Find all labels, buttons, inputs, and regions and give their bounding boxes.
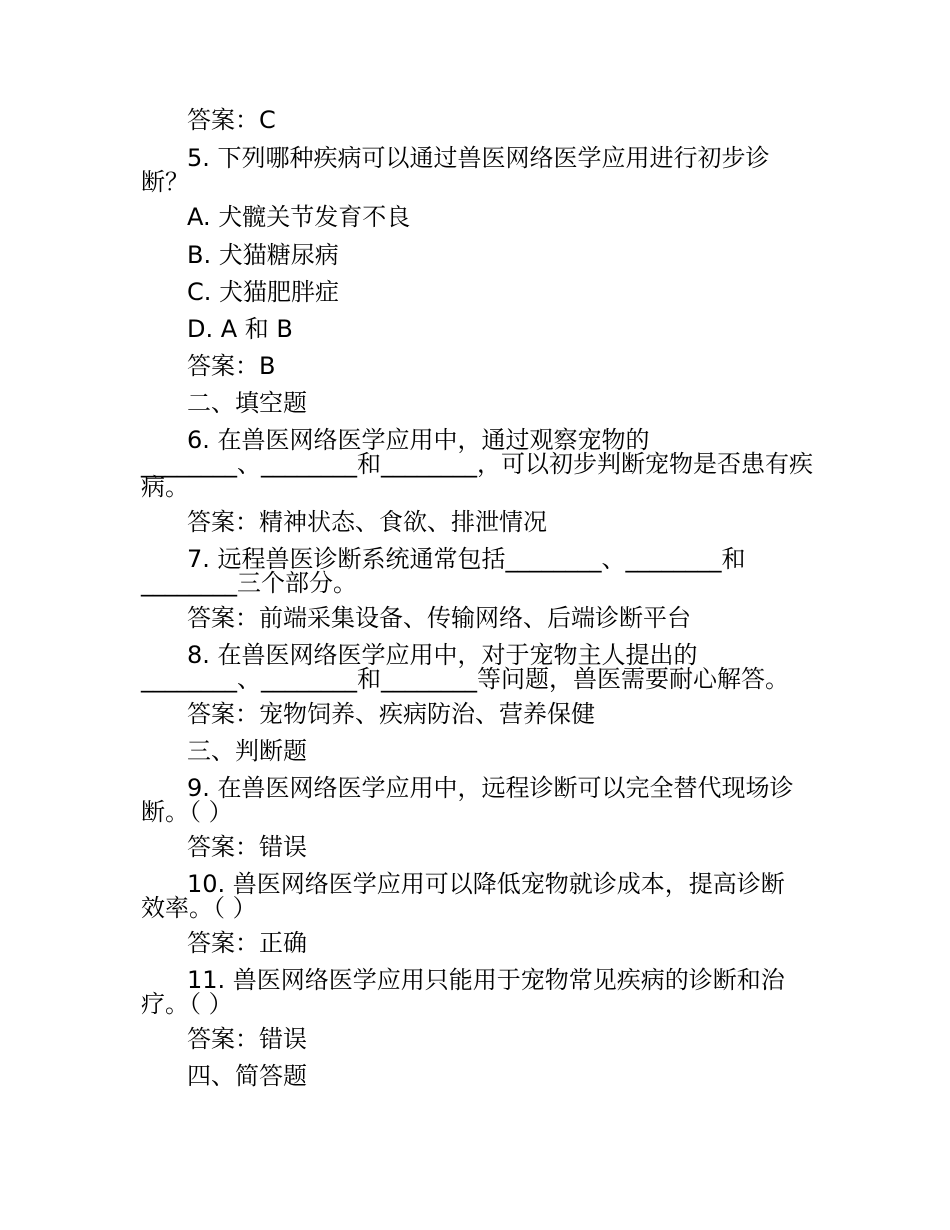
answer-7: 答案：前端采集设备、传输网络、后端诊断平台: [187, 604, 691, 632]
answer-4: 答案：C: [187, 106, 276, 134]
question-8: 8. 在兽医网络医学应用中，对于宠物主人提出的: [187, 641, 698, 669]
question-9: 9. 在兽医网络医学应用中，远程诊断可以完全替代现场诊: [187, 774, 794, 802]
question-10: 10. 兽医网络医学应用可以降低宠物就诊成本，提高诊断: [187, 870, 785, 898]
section-short-answer: 四、简答题: [187, 1062, 307, 1090]
option-c: C. 犬猫肥胖症: [187, 278, 340, 306]
question-10-cont: 效率。（ ）: [141, 894, 257, 922]
answer-6: 答案：精神状态、食欲、排泄情况: [187, 508, 547, 536]
question-6: 6. 在兽医网络医学应用中，通过观察宠物的: [187, 426, 650, 454]
question-7-cont: ________三个部分。: [141, 569, 357, 597]
question-6-end: 病。: [141, 473, 189, 501]
option-d: D. A 和 B: [187, 315, 293, 343]
question-5-cont: 断？: [141, 168, 189, 196]
question-11-cont: 疗。（ ）: [141, 990, 233, 1018]
answer-11: 答案：错误: [187, 1025, 307, 1053]
question-11: 11. 兽医网络医学应用只能用于宠物常见疾病的诊断和治: [187, 966, 785, 994]
answer-9: 答案：错误: [187, 833, 307, 861]
option-a: A. 犬髋关节发育不良: [187, 203, 411, 231]
question-5: 5. 下列哪种疾病可以通过兽医网络医学应用进行初步诊: [187, 144, 770, 172]
section-true-false: 三、判断题: [187, 737, 307, 765]
answer-10: 答案：正确: [187, 929, 307, 957]
question-7: 7. 远程兽医诊断系统通常包括________、________和: [187, 545, 746, 573]
question-8-cont: ________、________和________等问题，兽医需要耐心解答。: [141, 665, 789, 693]
section-fill-blank: 二、填空题: [187, 389, 307, 417]
question-9-cont: 断。（ ）: [141, 798, 233, 826]
question-6-cont: ________、________和________，可以初步判断宠物是否患有疾: [141, 450, 813, 478]
option-b: B. 犬猫糖尿病: [187, 241, 339, 269]
answer-8: 答案：宠物饲养、疾病防治、营养保健: [187, 700, 595, 728]
answer-5: 答案：B: [187, 352, 276, 380]
